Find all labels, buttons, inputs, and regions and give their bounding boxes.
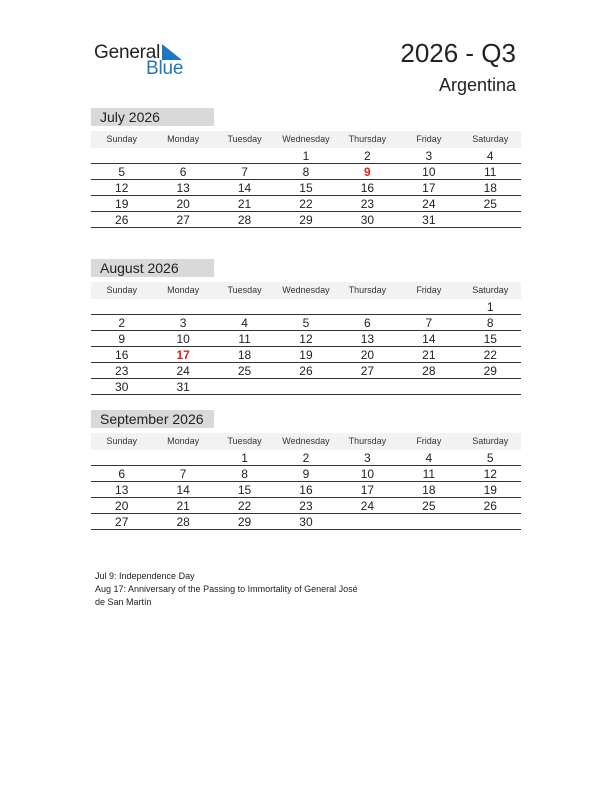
day-cell: 27 bbox=[360, 364, 375, 378]
day-cell: 29 bbox=[237, 515, 252, 529]
week-row bbox=[91, 379, 521, 395]
day-cell bbox=[460, 514, 521, 529]
day-cell bbox=[152, 450, 213, 465]
month-grid bbox=[91, 450, 521, 530]
day-cell bbox=[398, 514, 459, 529]
day-cell: 16 bbox=[299, 483, 313, 497]
weekday-sunday: Sunday bbox=[106, 134, 137, 144]
day-cell: 13 bbox=[176, 181, 190, 195]
day-cell: 4 bbox=[486, 149, 494, 163]
weekday-header bbox=[91, 433, 521, 450]
day-cell: 5 bbox=[486, 451, 494, 465]
day-cell: 14 bbox=[176, 483, 190, 497]
day-cell: 1 bbox=[241, 451, 248, 465]
month-label: September 2026 bbox=[91, 410, 214, 428]
weekday-wednesday: Wednesday bbox=[282, 436, 330, 446]
week-row bbox=[91, 363, 521, 379]
day-cell: 4 bbox=[241, 316, 248, 330]
day-cell: 7 bbox=[179, 467, 187, 481]
holiday-note: Jul 9: Independence Day bbox=[95, 571, 195, 581]
day-cell: 15 bbox=[299, 181, 313, 195]
country-name: Argentina bbox=[438, 75, 516, 95]
week-row bbox=[91, 148, 521, 164]
month-label: August 2026 bbox=[91, 259, 214, 277]
day-cell: 1 bbox=[302, 149, 310, 163]
day-cell bbox=[152, 148, 213, 163]
day-cell bbox=[337, 379, 398, 394]
day-cell: 22 bbox=[483, 348, 497, 362]
day-cell: 10 bbox=[360, 467, 375, 481]
month-label: July 2026 bbox=[91, 108, 214, 126]
month-july bbox=[91, 108, 521, 228]
week-row bbox=[91, 450, 521, 466]
day-cell: 21 bbox=[422, 348, 436, 362]
day-cell: 25 bbox=[483, 197, 497, 211]
day-cell: 18 bbox=[237, 348, 252, 362]
day-cell: 18 bbox=[483, 181, 497, 195]
day-cell: 27 bbox=[115, 515, 129, 529]
weekday-saturday: Saturday bbox=[472, 436, 509, 446]
day-cell bbox=[275, 379, 336, 394]
day-cell: 4 bbox=[425, 451, 433, 465]
day-cell: 11 bbox=[422, 467, 436, 481]
weekday-friday: Friday bbox=[416, 436, 442, 446]
day-cell bbox=[214, 379, 275, 394]
weekday-friday: Friday bbox=[416, 285, 442, 295]
day-cell: 22 bbox=[299, 197, 313, 211]
day-cell: 11 bbox=[238, 332, 251, 346]
day-cell: 29 bbox=[299, 213, 313, 227]
day-cell: 31 bbox=[422, 213, 436, 227]
week-row bbox=[91, 196, 521, 212]
day-cell: 17 bbox=[360, 483, 375, 497]
weekday-wednesday: Wednesday bbox=[282, 134, 330, 144]
weekday-thursday: Thursday bbox=[348, 134, 387, 144]
day-cell: 10 bbox=[422, 165, 436, 179]
week-row bbox=[91, 482, 521, 498]
weekday-header bbox=[91, 131, 521, 148]
day-cell: 1 bbox=[486, 300, 494, 314]
day-cell: 17 bbox=[176, 348, 190, 362]
day-cell: 3 bbox=[179, 316, 187, 330]
day-cell: 8 bbox=[302, 165, 310, 179]
month-september bbox=[91, 410, 521, 530]
day-cell: 7 bbox=[425, 316, 433, 330]
day-cell: 6 bbox=[364, 316, 371, 330]
logo-word-general: General bbox=[94, 42, 161, 63]
weekday-thursday: Thursday bbox=[348, 436, 387, 446]
day-cell bbox=[398, 379, 459, 394]
day-cell bbox=[91, 148, 152, 163]
day-cell: 26 bbox=[299, 364, 313, 378]
weekday-monday: Monday bbox=[167, 285, 200, 295]
day-cell: 3 bbox=[364, 451, 371, 465]
day-cell: 12 bbox=[115, 181, 129, 195]
day-cell bbox=[337, 299, 398, 314]
week-row bbox=[91, 315, 521, 331]
day-cell bbox=[214, 299, 275, 314]
day-cell: 19 bbox=[115, 197, 129, 211]
day-cell: 25 bbox=[422, 499, 436, 513]
logo-word-blue: Blue bbox=[146, 58, 184, 79]
week-row bbox=[91, 331, 521, 347]
day-cell: 13 bbox=[115, 483, 129, 497]
day-cell: 29 bbox=[483, 364, 497, 378]
logo bbox=[94, 42, 194, 82]
day-cell bbox=[91, 450, 152, 465]
day-cell: 21 bbox=[176, 499, 190, 513]
week-row bbox=[91, 164, 521, 180]
day-cell: 20 bbox=[360, 348, 375, 362]
day-cell: 13 bbox=[360, 332, 375, 346]
week-row bbox=[91, 299, 521, 315]
day-cell: 24 bbox=[360, 499, 375, 513]
week-row bbox=[91, 514, 521, 530]
weekday-monday: Monday bbox=[167, 134, 200, 144]
day-cell: 9 bbox=[302, 467, 310, 481]
day-cell: 8 bbox=[241, 467, 248, 481]
week-row bbox=[91, 347, 521, 363]
day-cell: 15 bbox=[237, 483, 252, 497]
weekday-wednesday: Wednesday bbox=[282, 285, 330, 295]
day-cell: 16 bbox=[115, 348, 129, 362]
day-cell: 28 bbox=[176, 515, 190, 529]
day-cell: 8 bbox=[486, 316, 494, 330]
day-cell: 30 bbox=[115, 380, 129, 394]
weekday-tuesday: Tuesday bbox=[227, 285, 262, 295]
day-cell: 23 bbox=[360, 197, 375, 211]
day-cell: 23 bbox=[299, 499, 313, 513]
day-cell: 24 bbox=[176, 364, 190, 378]
day-cell bbox=[460, 212, 521, 227]
day-cell: 2 bbox=[302, 451, 310, 465]
day-cell: 6 bbox=[179, 165, 187, 179]
weekday-monday: Monday bbox=[167, 436, 200, 446]
day-cell: 30 bbox=[360, 213, 375, 227]
day-cell: 26 bbox=[483, 499, 497, 513]
day-cell: 9 bbox=[364, 165, 371, 179]
day-cell: 20 bbox=[115, 499, 129, 513]
month-august bbox=[91, 259, 521, 395]
weekday-sunday: Sunday bbox=[106, 285, 137, 295]
day-cell bbox=[214, 148, 275, 163]
day-cell: 25 bbox=[237, 364, 252, 378]
day-cell bbox=[91, 299, 152, 314]
day-cell bbox=[337, 514, 398, 529]
day-cell: 5 bbox=[118, 165, 126, 179]
week-row bbox=[91, 498, 521, 514]
month-grid bbox=[91, 299, 521, 395]
day-cell: 10 bbox=[176, 332, 190, 346]
day-cell: 26 bbox=[115, 213, 129, 227]
day-cell bbox=[398, 299, 459, 314]
day-cell: 6 bbox=[118, 467, 126, 481]
holiday-note: de San Martín bbox=[95, 597, 152, 607]
day-cell: 22 bbox=[237, 499, 252, 513]
day-cell: 14 bbox=[422, 332, 436, 346]
day-cell: 12 bbox=[483, 467, 497, 481]
week-row bbox=[91, 212, 521, 228]
day-cell: 28 bbox=[422, 364, 436, 378]
weekday-thursday: Thursday bbox=[348, 285, 387, 295]
day-cell: 20 bbox=[176, 197, 190, 211]
day-cell bbox=[152, 299, 213, 314]
day-cell: 19 bbox=[299, 348, 313, 362]
day-cell: 17 bbox=[422, 181, 436, 195]
day-cell: 2 bbox=[364, 149, 371, 163]
day-cell: 19 bbox=[483, 483, 497, 497]
day-cell: 2 bbox=[118, 316, 126, 330]
day-cell: 14 bbox=[237, 181, 252, 195]
day-cell: 9 bbox=[118, 332, 126, 346]
weekday-friday: Friday bbox=[416, 134, 442, 144]
weekday-saturday: Saturday bbox=[472, 134, 509, 144]
day-cell: 16 bbox=[360, 181, 375, 195]
week-row bbox=[91, 180, 521, 196]
day-cell: 3 bbox=[425, 149, 433, 163]
day-cell: 18 bbox=[422, 483, 436, 497]
day-cell: 31 bbox=[176, 380, 190, 394]
day-cell: 5 bbox=[302, 316, 310, 330]
day-cell: 11 bbox=[484, 165, 497, 179]
holiday-note: Aug 17: Anniversary of the Passing to Immortality of General José bbox=[95, 584, 358, 594]
day-cell: 23 bbox=[115, 364, 129, 378]
day-cell: 7 bbox=[241, 165, 248, 179]
day-cell: 24 bbox=[422, 197, 436, 211]
weekday-saturday: Saturday bbox=[472, 285, 509, 295]
day-cell: 21 bbox=[237, 197, 252, 211]
weekday-sunday: Sunday bbox=[106, 436, 137, 446]
holiday-notes bbox=[95, 570, 415, 609]
weekday-tuesday: Tuesday bbox=[227, 134, 262, 144]
month-grid bbox=[91, 148, 521, 228]
day-cell bbox=[460, 379, 521, 394]
day-cell bbox=[275, 299, 336, 314]
weekday-header bbox=[91, 282, 521, 299]
page-title: 2026 - Q3 bbox=[400, 38, 516, 68]
day-cell: 12 bbox=[299, 332, 313, 346]
weekday-tuesday: Tuesday bbox=[227, 436, 262, 446]
day-cell: 15 bbox=[483, 332, 497, 346]
day-cell: 27 bbox=[176, 213, 190, 227]
day-cell: 30 bbox=[299, 515, 313, 529]
week-row bbox=[91, 466, 521, 482]
day-cell: 28 bbox=[237, 213, 252, 227]
